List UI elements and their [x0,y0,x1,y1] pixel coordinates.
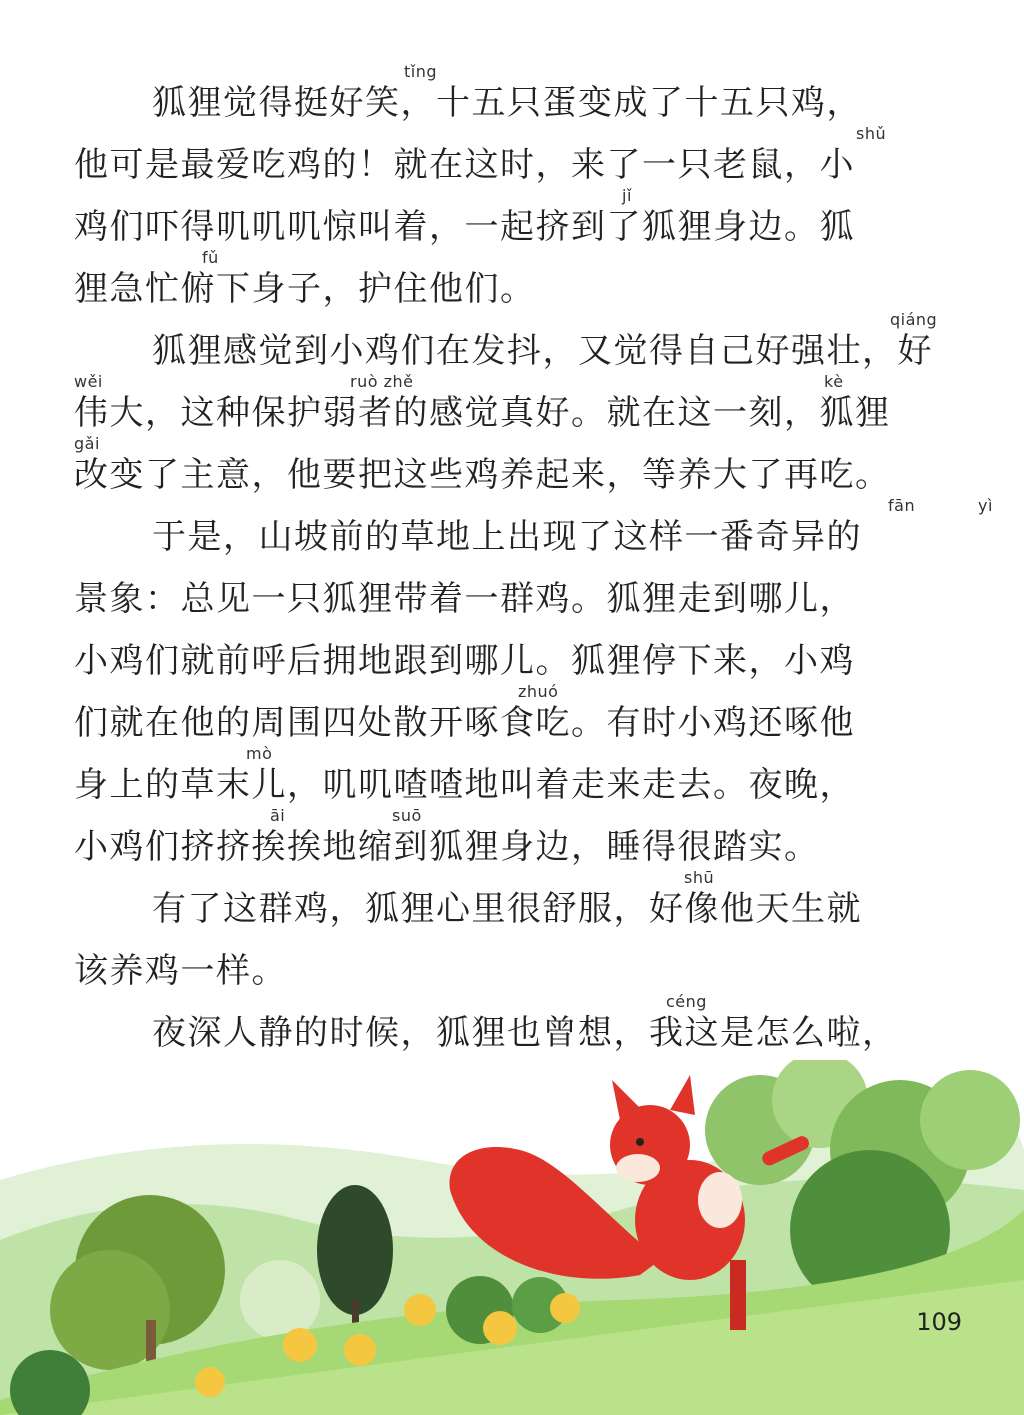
story-text [74,62,993,1054]
pinyin-annotation: qiáng [890,310,938,329]
pinyin-annotation: mò [246,744,273,763]
text-line [74,496,993,558]
pinyin-annotation: kè [824,372,844,391]
pinyin-annotation: céng [666,992,707,1011]
line-text: 小鸡们就前呼后拥地跟到哪儿。狐狸停下来，小鸡 [74,641,855,681]
fox-and-chicks-illustration [0,1060,1024,1415]
pinyin-annotation: jǐ [622,186,632,205]
text-line [74,372,974,434]
text-line [74,434,974,496]
text-line [74,186,974,248]
pinyin-annotation: shū [684,868,715,887]
text-line [74,248,974,310]
pinyin-annotation: zhuó [518,682,559,701]
text-line [74,620,974,682]
line-text: 身上的草末儿，叽叽喳喳地叫着走来走去。夜晚， [74,765,855,805]
pinyin-annotation: shǔ [856,124,887,143]
text-line [74,558,974,620]
text-line [74,806,974,868]
line-text: 他可是最爱吃鸡的！就在这时，来了一只老鼠，小 [74,145,855,185]
text-line [74,124,974,186]
pinyin-annotation: yì [978,496,993,515]
line-text: 有了这群鸡，狐狸心里很舒服，好像他天生就 [152,889,862,929]
pinyin-annotation: gǎi [74,434,100,453]
line-text: 夜深人静的时候，狐狸也曾想，我这是怎么啦， [152,1013,898,1053]
line-text: 改变了主意，他要把这些鸡养起来，等养大了再吃。 [74,455,891,495]
pinyin-annotation: wěi [74,372,103,391]
text-line [74,992,974,1054]
text-line [74,310,974,372]
pinyin-annotation: fǔ [202,248,219,267]
pinyin-annotation: suō [392,806,422,825]
line-text: 狸急忙俯下身子，护住他们。 [74,269,536,309]
text-line [74,744,974,806]
line-text: 鸡们吓得叽叽叽惊叫着，一起挤到了狐狸身边。狐 [74,207,855,247]
text-line [74,62,974,124]
pinyin-annotation: tǐng [404,62,438,81]
pinyin-annotation: āi [270,806,286,825]
pinyin-annotation: fān [888,496,916,515]
line-text: 于是，山坡前的草地上出现了这样一番奇异的 [152,517,862,557]
line-text: 该养鸡一样。 [74,951,287,991]
line-text: 小鸡们挤挤挨挨地缩到狐狸身边，睡得很踏实。 [74,827,820,867]
pinyin-annotation: ruò zhě [350,372,414,391]
page-number: 109 [916,1308,962,1336]
text-line [74,868,974,930]
text-line [74,930,974,992]
line-text: 狐狸觉得挺好笑，十五只蛋变成了十五只鸡， [152,83,862,123]
line-text: 伟大，这种保护弱者的感觉真好。就在这一刻，狐狸 [74,393,891,433]
line-text: 景象：总见一只狐狸带着一群鸡。狐狸走到哪儿， [74,579,855,619]
line-text: 们就在他的周围四处散开啄食吃。有时小鸡还啄他 [74,703,855,743]
line-text: 狐狸感觉到小鸡们在发抖，又觉得自己好强壮，好 [152,331,933,371]
text-line [74,682,974,744]
